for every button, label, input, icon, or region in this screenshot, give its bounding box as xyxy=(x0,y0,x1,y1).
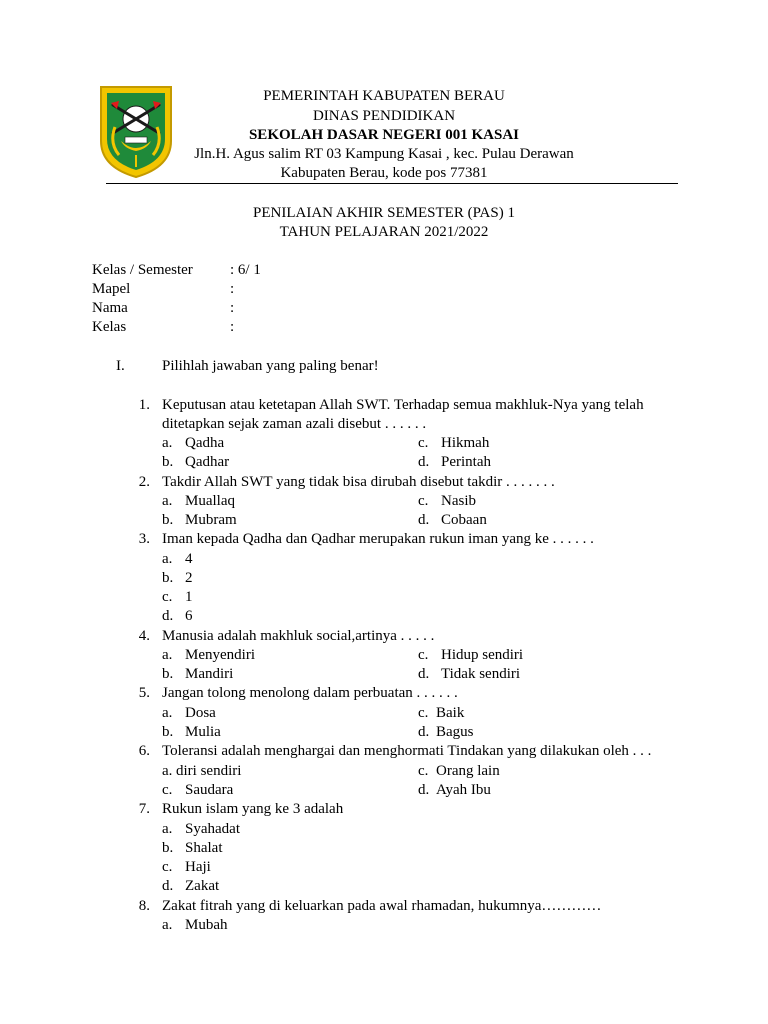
identity-value: : 6/ 1 xyxy=(230,262,261,278)
option-letter: c. xyxy=(418,493,429,509)
option-letter: a. xyxy=(162,705,173,721)
option-text: Hikmah xyxy=(441,435,490,451)
question-number: 3. xyxy=(138,531,150,547)
option-letter: a. xyxy=(162,917,173,933)
identity-label: Kelas / Semester xyxy=(92,262,193,278)
option-letter: c. xyxy=(162,859,173,875)
header-address-city: Kabupaten Berau, kode pos 77381 xyxy=(280,165,488,181)
option-letter: a. xyxy=(162,551,173,567)
option-text: Syahadat xyxy=(185,821,240,837)
option-text: Ayah Ibu xyxy=(436,782,491,798)
question-number: 6. xyxy=(138,743,150,759)
option-text: Mubram xyxy=(185,512,237,528)
question-number: 2. xyxy=(138,474,150,490)
option-text: Mandiri xyxy=(185,666,234,682)
option-text: Perintah xyxy=(441,454,491,470)
option-text: Tidak sendiri xyxy=(441,666,521,682)
identity-value: : xyxy=(230,300,235,316)
question-text-continued: ditetapkan sejak zaman azali disebut . . . . . . xyxy=(162,416,427,432)
identity-value: : xyxy=(230,319,235,335)
option-letter: a. xyxy=(162,821,173,837)
identity-value: : xyxy=(230,281,235,297)
option-letter: d. xyxy=(418,724,430,740)
option-letter: d. xyxy=(418,512,430,528)
option-letter: d. xyxy=(418,666,430,682)
option-letter: b. xyxy=(162,666,174,682)
option-letter: c. xyxy=(162,782,173,798)
option-text: Shalat xyxy=(185,840,223,856)
question-text: Zakat fitrah yang di keluarkan pada awal rhamadan, hukumnya………… xyxy=(162,898,602,914)
option-text: diri sendiri xyxy=(176,763,242,779)
question-number: 4. xyxy=(138,628,150,644)
option-text: Cobaan xyxy=(441,512,487,528)
option-text: Muallaq xyxy=(185,493,235,509)
question-text: Jangan tolong menolong dalam perbuatan . . . . . . xyxy=(162,685,458,701)
option-letter: b. xyxy=(162,840,174,856)
option-letter: d. xyxy=(418,782,430,798)
option-text: Mubah xyxy=(185,917,228,933)
option-text: Qadha xyxy=(185,435,225,451)
option-text: Saudara xyxy=(185,782,234,798)
option-letter: c. xyxy=(418,435,429,451)
section-number: I. xyxy=(116,358,125,374)
header-department: DINAS PENDIDIKAN xyxy=(312,108,456,124)
identity-label: Kelas xyxy=(92,319,127,335)
option-text: Haji xyxy=(185,859,211,875)
question-text: Iman kepada Qadha dan Qadhar merupakan rukun iman yang ke . . . . . . xyxy=(162,531,594,547)
option-text: Zakat xyxy=(185,878,220,894)
question-number: 7. xyxy=(138,801,150,817)
option-letter: d. xyxy=(162,878,174,894)
option-letter: a. xyxy=(162,647,173,663)
option-letter: b. xyxy=(162,454,174,470)
option-letter: c. xyxy=(418,647,429,663)
question-text: Manusia adalah makhluk social,artinya . . . . . xyxy=(162,628,435,644)
option-text: Dosa xyxy=(185,705,216,721)
header-government: PEMERINTAH KABUPATEN BERAU xyxy=(263,88,505,104)
option-letter: b. xyxy=(162,724,174,740)
question-text: Toleransi adalah menghargai dan menghormati Tindakan yang dilakukan oleh . . . xyxy=(162,743,652,759)
option-letter: a. xyxy=(162,435,173,451)
exam-title: PENILAIAN AKHIR SEMESTER (PAS) 1 xyxy=(253,205,515,221)
question-text: Takdir Allah SWT yang tidak bisa dirubah disebut takdir . . . . . . . xyxy=(162,474,555,490)
option-letter: c. xyxy=(162,589,173,605)
question-number: 8. xyxy=(138,898,150,914)
header-address: Jln.H. Agus salim RT 03 Kampung Kasai , kec. Pulau Derawan xyxy=(194,146,574,162)
option-letter: d. xyxy=(162,608,174,624)
option-letter: a. xyxy=(162,493,173,509)
question-text: Keputusan atau ketetapan Allah SWT. Terhadap semua makhluk-Nya yang telah xyxy=(162,397,644,413)
header-school-name: SEKOLAH DASAR NEGERI 001 KASAI xyxy=(248,127,520,143)
option-letter: c. xyxy=(418,705,429,721)
question-number: 1. xyxy=(138,397,150,413)
header-divider xyxy=(106,183,678,184)
option-text: Menyendiri xyxy=(185,647,255,663)
exam-year: TAHUN PELAJARAN 2021/2022 xyxy=(279,224,489,240)
option-text: Baik xyxy=(436,705,465,721)
identity-label: Mapel xyxy=(92,281,131,297)
option-letter: d. xyxy=(418,454,430,470)
option-text: Qadhar xyxy=(185,454,230,470)
option-letter: a. xyxy=(162,763,173,779)
question-number: 5. xyxy=(138,685,150,701)
option-text: Bagus xyxy=(436,724,474,740)
option-text: Hidup sendiri xyxy=(441,647,524,663)
option-letter: b. xyxy=(162,512,174,528)
option-letter: b. xyxy=(162,570,174,586)
question-text: Rukun islam yang ke 3 adalah xyxy=(162,801,344,817)
section-instruction: Pilihlah jawaban yang paling benar! xyxy=(162,358,379,374)
option-text: 2 xyxy=(185,570,193,586)
option-text: Mulia xyxy=(185,724,221,740)
option-text: 1 xyxy=(185,589,193,605)
option-text: Nasib xyxy=(441,493,476,509)
option-text: 4 xyxy=(185,551,193,567)
identity-label: Nama xyxy=(92,300,128,316)
option-letter: c. xyxy=(418,763,429,779)
option-text: 6 xyxy=(185,608,193,624)
option-text: Orang lain xyxy=(436,763,500,779)
